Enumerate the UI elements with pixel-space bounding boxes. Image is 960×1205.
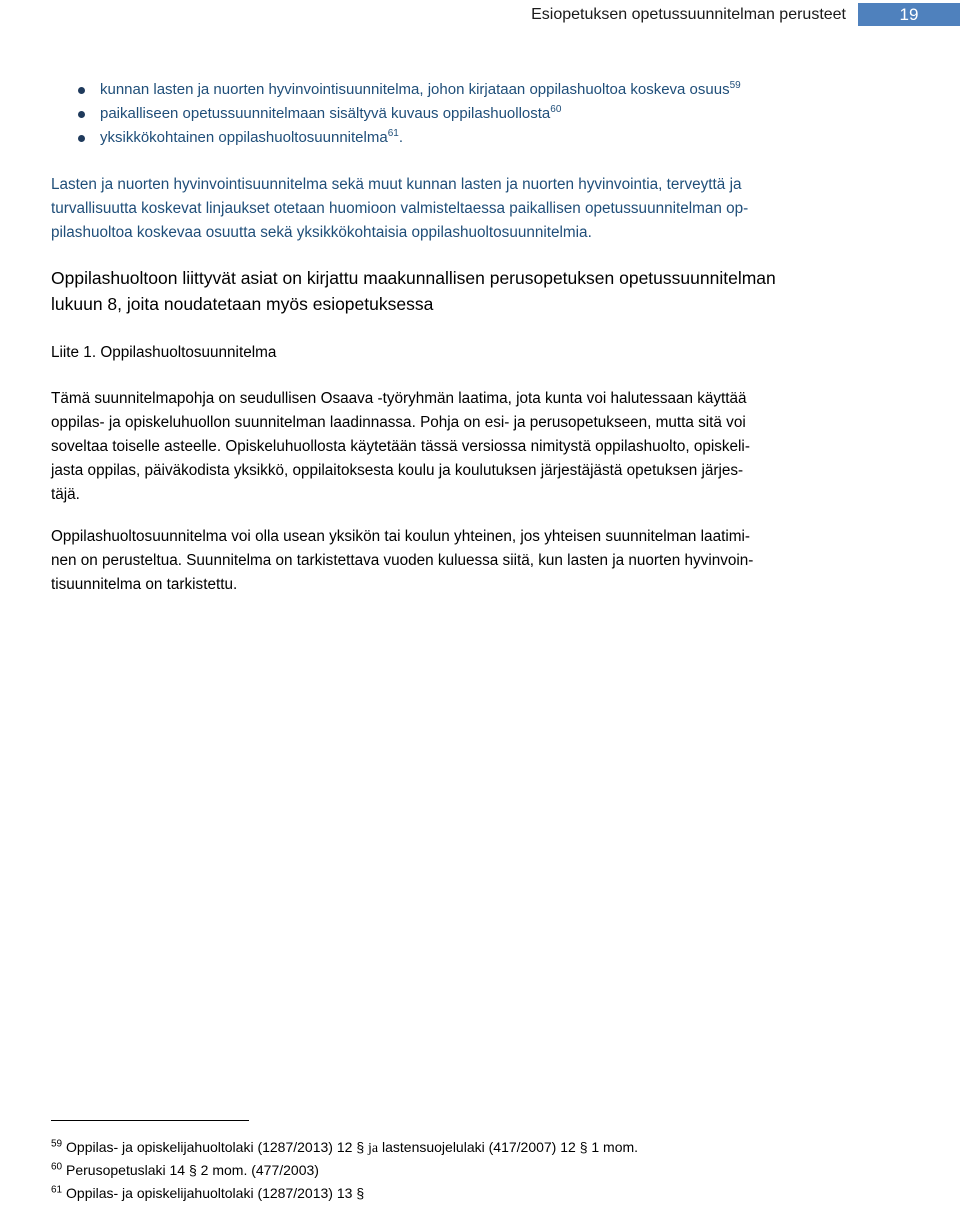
list-item-text: kunnan lasten ja nuorten hyvinvointisuunnitelma, johon kirjataan oppilashuoltoa koskeva osuus <box>100 81 730 98</box>
page-number-badge: 19 <box>858 3 960 26</box>
section-sign: § <box>579 1139 588 1155</box>
text-line: jasta oppilas, päiväkodista yksikkö, oppilaitoksesta koulu ja koulutuksen järjestäjästä opetuksen järjes- <box>51 462 744 479</box>
paragraph-wellbeing-plan <box>51 173 871 245</box>
footnote-text: Oppilas- ja opiskelijahuoltolaki (1287/2013) 13 <box>66 1185 357 1201</box>
footnote-text: Perusopetuslaki 14 <box>66 1162 189 1178</box>
list-item <box>78 78 741 102</box>
bullet-icon <box>78 135 85 142</box>
list-item-end: . <box>398 129 403 146</box>
footnotes <box>51 1136 638 1205</box>
bullet-icon <box>78 87 85 94</box>
running-header-title: Esiopetuksen opetussuunnitelman perusteet <box>531 6 846 23</box>
list-item <box>78 126 741 150</box>
footnote-text: 1 mom. <box>587 1139 639 1155</box>
text-line: turvallisuutta koskevat linjaukset otetaan huomioon valmisteltaessa paikallisen opetussuunnitelman op- <box>51 200 749 217</box>
footnote-number: 59 <box>51 1138 63 1150</box>
footnote-ref[interactable]: 60 <box>550 104 562 115</box>
text-line: Lasten ja nuorten hyvinvointisuunnitelma sekä muut kunnan lasten ja nuorten hyvinvointia, terveyttä ja <box>51 176 742 193</box>
page-header <box>0 0 960 32</box>
section-sign: § <box>356 1139 365 1155</box>
appendix-heading <box>51 341 871 365</box>
list-item-text: paikalliseen opetussuunnitelmaan sisältyvä kuvaus oppilashuollosta <box>100 105 551 122</box>
section-sign: § <box>356 1185 365 1201</box>
footnote-separator <box>51 1120 249 1121</box>
text-line: pilashuoltoa koskevaa osuutta sekä yksikkökohtaisia oppilashuoltosuunnitelmia. <box>51 224 592 241</box>
footnote-text: ja <box>368 1141 379 1156</box>
footnote-text: lastensuojelulaki (417/2007) 12 <box>378 1139 580 1155</box>
bullet-list <box>78 78 741 150</box>
footnote-60 <box>51 1159 638 1182</box>
footnote-text: 2 mom. (477/2003) <box>196 1162 319 1178</box>
text-line: soveltaa toiselle asteelle. Opiskeluhuollosta käytetään tässä versiossa nimitystä oppilashuolto, opiskeli- <box>51 438 750 455</box>
paragraph-curriculum-reference <box>51 265 871 317</box>
text-line: lukuun 8, joita noudatetaan myös esiopetuksessa <box>51 294 434 314</box>
paragraph-template-description <box>51 387 871 507</box>
text-line: Liite 1. Oppilashuoltosuunnitelma <box>51 344 277 361</box>
list-item-text: yksikkökohtainen oppilashuoltosuunnitelma <box>100 129 388 146</box>
text-line: Oppilashuoltoon liittyvät asiat on kirjattu maakunnallisen perusopetuksen opetussuunnitelman <box>51 268 776 288</box>
text-line: nen on perusteltua. Suunnitelma on tarkistettava vuoden kuluessa siitä, kun lasten ja nuorten hyvinvoin- <box>51 552 754 569</box>
text-line: Oppilashuoltosuunnitelma voi olla usean yksikön tai koulun yhteinen, jos yhteisen suunnitelman laatimi- <box>51 528 750 545</box>
text-line: oppilas- ja opiskeluhuollon suunnitelman laadinnassa. Pohja on esi- ja perusopetukseen, mutta sitä voi <box>51 414 746 431</box>
footnote-ref[interactable]: 59 <box>729 80 741 91</box>
footnote-number: 61 <box>51 1184 63 1196</box>
text-line: tisuunnitelma on tarkistettu. <box>51 576 238 593</box>
bullet-icon <box>78 111 85 118</box>
footnote-ref[interactable]: 61 <box>387 128 399 139</box>
text-line: täjä. <box>51 486 80 503</box>
paragraph-shared-plan <box>51 525 871 597</box>
footnote-59 <box>51 1136 638 1159</box>
footnote-text: Oppilas- ja opiskelijahuoltolaki (1287/2013) 12 <box>66 1139 357 1155</box>
text-line: Tämä suunnitelmapohja on seudullisen Osaava -työryhmän laatima, jota kunta voi halutessaan käyttää <box>51 390 747 407</box>
list-item <box>78 102 741 126</box>
footnote-61 <box>51 1182 638 1205</box>
footnote-number: 60 <box>51 1161 63 1173</box>
section-sign: § <box>188 1162 197 1178</box>
